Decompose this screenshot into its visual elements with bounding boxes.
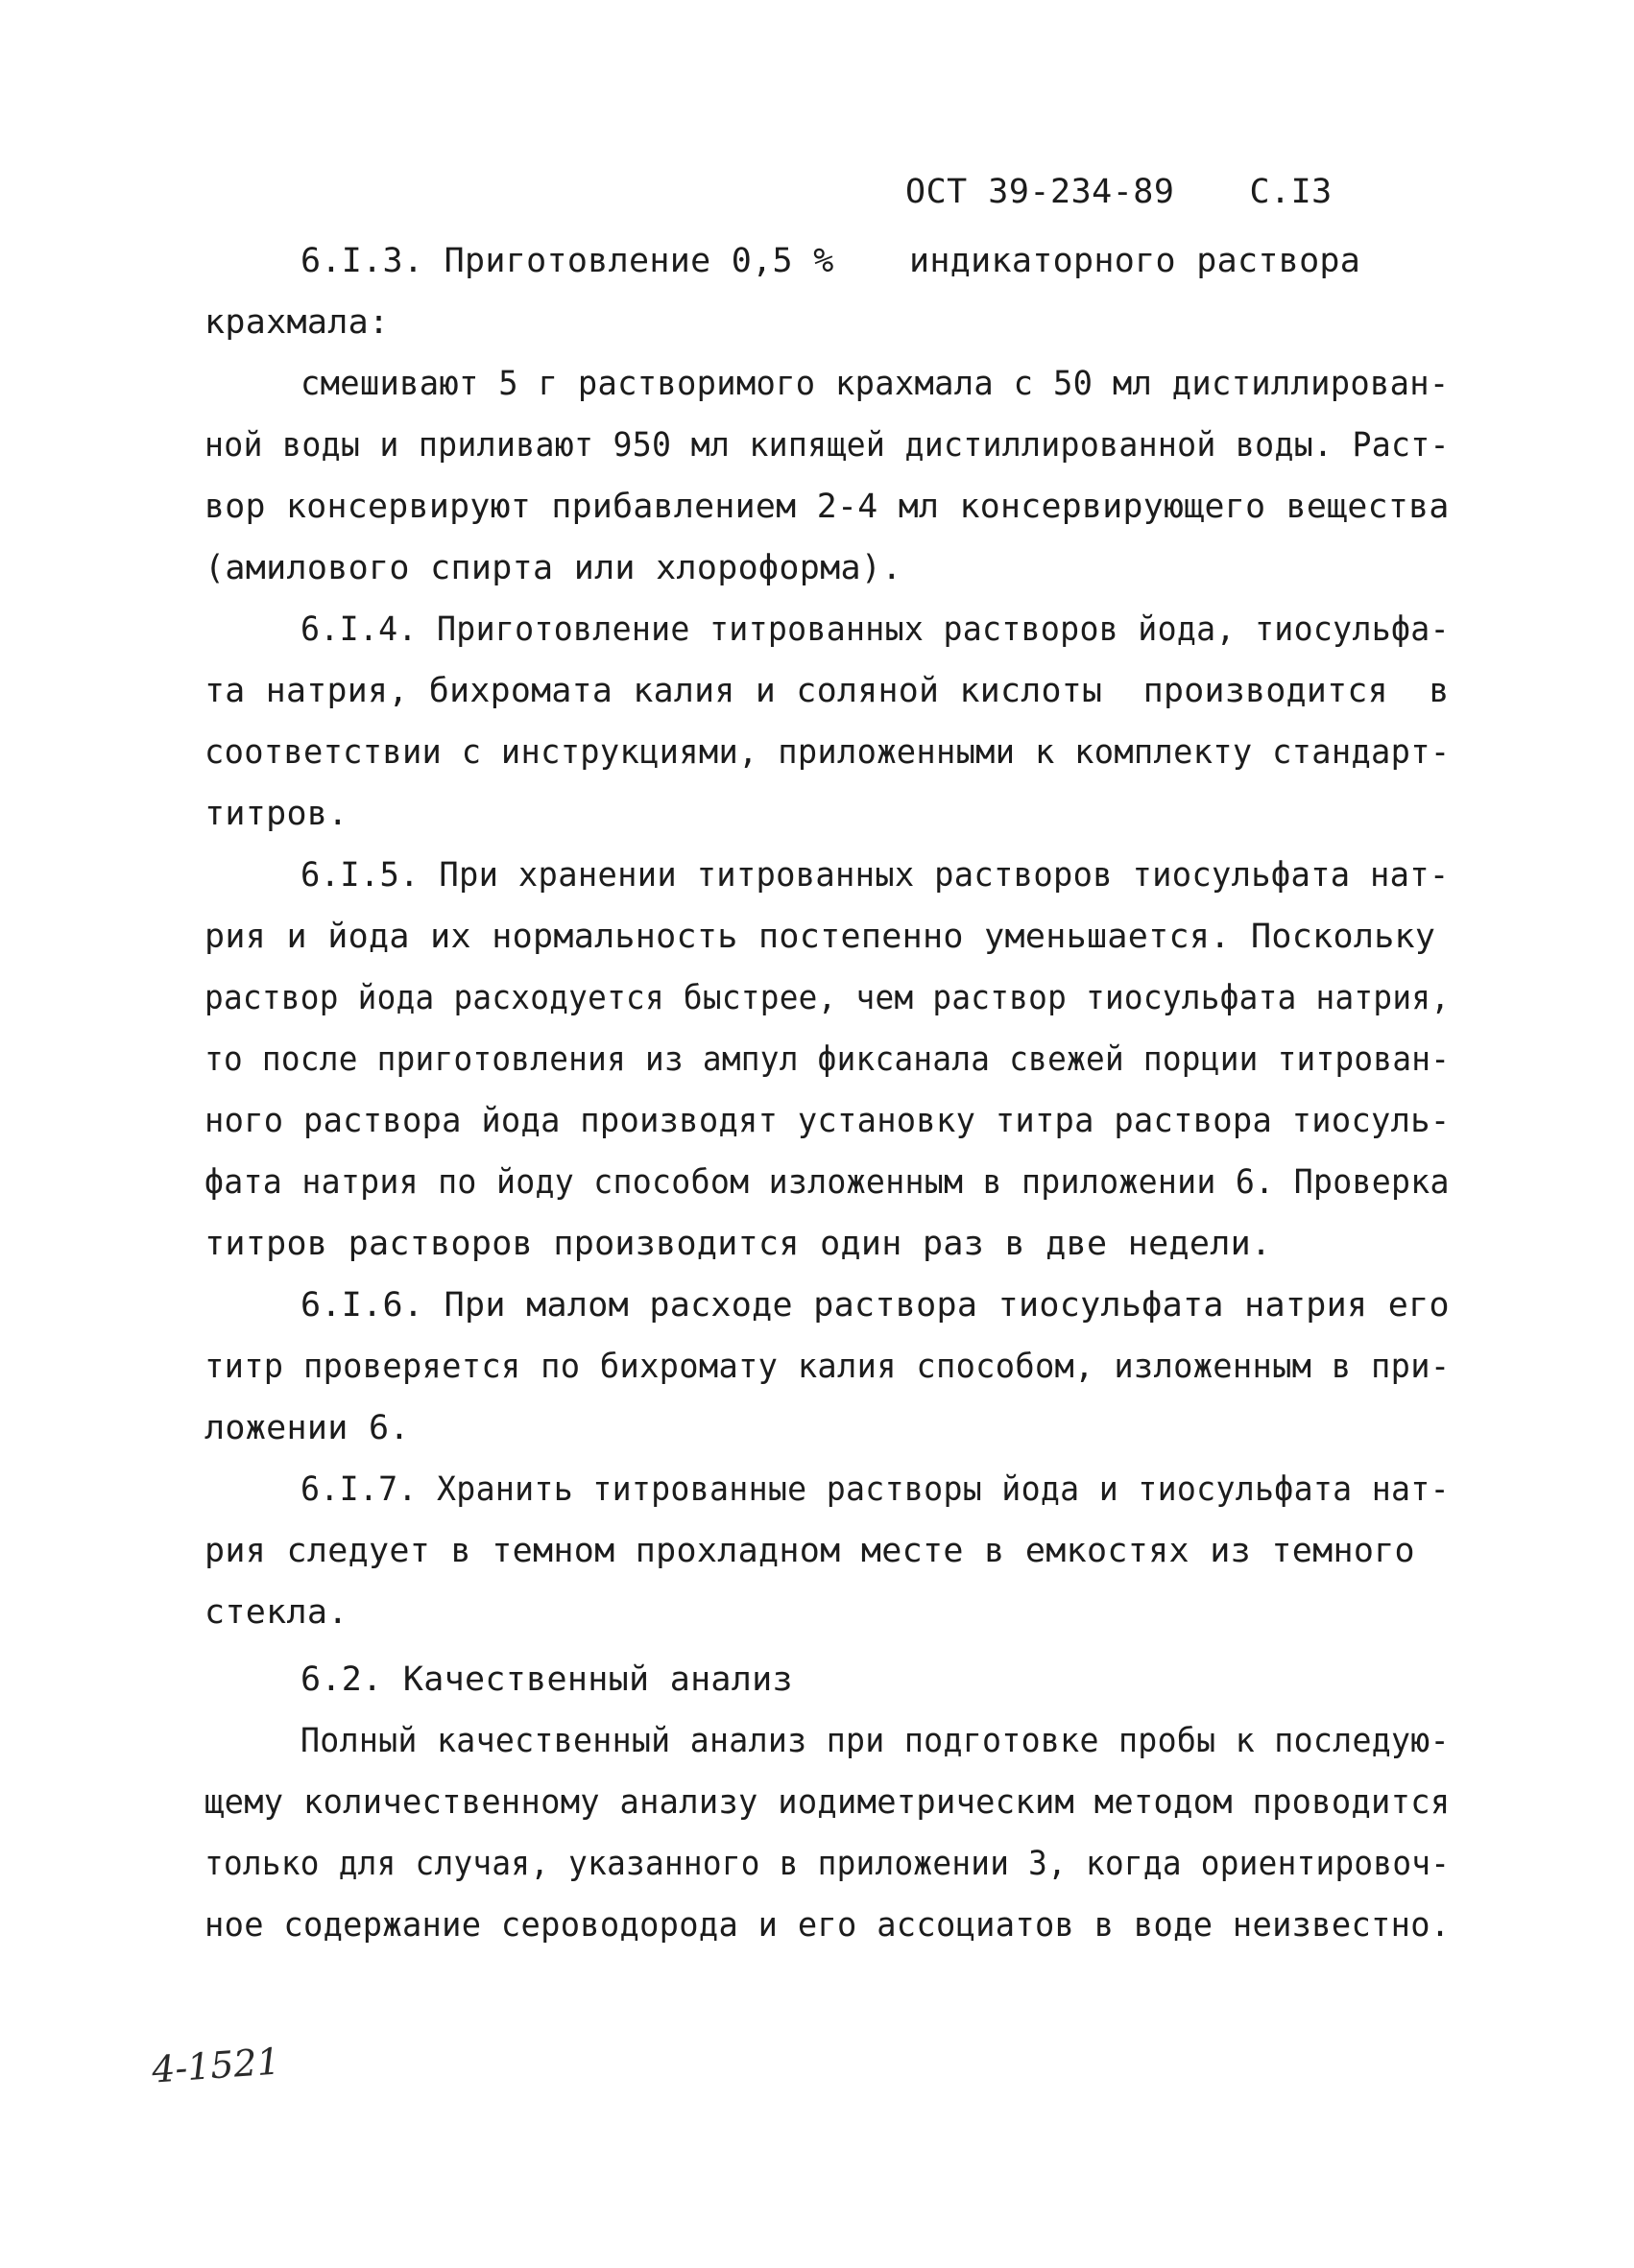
text-line: титров. (204, 795, 348, 833)
text-line: титр проверяется по бихромату калия способом, изложенным в при- (204, 1348, 1451, 1386)
text-line: крахмала: (204, 303, 390, 342)
text-line: соответствии с инструкциями, приложенными к комплекту стандарт- (204, 733, 1451, 772)
text-line: ной воды и приливают 950 мл кипящей дистиллированной воды. Раст- (204, 426, 1450, 465)
text-line: стекла. (204, 1593, 348, 1632)
text-line: только для случая, указанного в приложении 3, когда ориентировоч- (204, 1845, 1451, 1883)
text-line: 6.I.4. Приготовление титрованных растворов йода, тиосульфа- (300, 610, 1450, 649)
text-line: рия следует в темном прохладном месте в емкостях из темного (204, 1532, 1415, 1570)
text-line: рия и йода их нормальность постепенно уменьшается. Поскольку (204, 918, 1436, 956)
text-line: Полный качественный анализ при подготовке пробы к последую- (300, 1722, 1450, 1760)
handwritten-note: 4-1521 (150, 2040, 282, 2091)
text-line: ного раствора йода производят установку титра раствора тиосуль- (204, 1102, 1451, 1140)
text-line: ное содержание сероводорода и его ассоциатов в воде неизвестно. (204, 1906, 1451, 1945)
page-header (905, 173, 1333, 211)
text-line: ложении 6. (204, 1409, 410, 1447)
text-line: титров растворов производится один раз в две недели. (204, 1225, 1272, 1263)
section-heading: 6.2. Качественный анализ (300, 1660, 793, 1699)
text-line: 6.I.6. При малом расходе раствора тиосульфата натрия его (300, 1286, 1450, 1325)
text-line: 6.I.3. Приготовление 0,5 % (300, 242, 834, 280)
page-number: С.I3 (1249, 173, 1333, 211)
standard-number: ОСТ 39-234-89 (905, 173, 1175, 211)
text-line: щему количественному анализу иодиметрическим методом проводится (204, 1783, 1451, 1822)
text-line: 6.I.7. Хранить титрованные растворы йода и тиосульфата нат- (300, 1470, 1450, 1509)
text-line: 6.I.5. При хранении титрованных растворов тиосульфата нат- (300, 856, 1450, 895)
text-line: индикаторного раствора (909, 242, 1361, 280)
text-line: (амилового спирта или хлороформа). (204, 549, 902, 587)
text-line: раствор йода расходуется быстрее, чем раствор тиосульфата натрия, (204, 979, 1451, 1017)
text-line: вор консервируют прибавлением 2-4 мл консервирующего вещества (204, 488, 1450, 526)
text-line: смешивают 5 г растворимого крахмала с 50 мл дистиллирован- (300, 365, 1450, 403)
text-line: то после приготовления из ампул фиксанала свежей порции титрован- (204, 1040, 1451, 1079)
text-line: фата натрия по йоду способом изложенным в приложении 6. Проверка (204, 1163, 1450, 1202)
text-line: та натрия, бихромата калия и соляной кислоты производится в (204, 672, 1450, 710)
